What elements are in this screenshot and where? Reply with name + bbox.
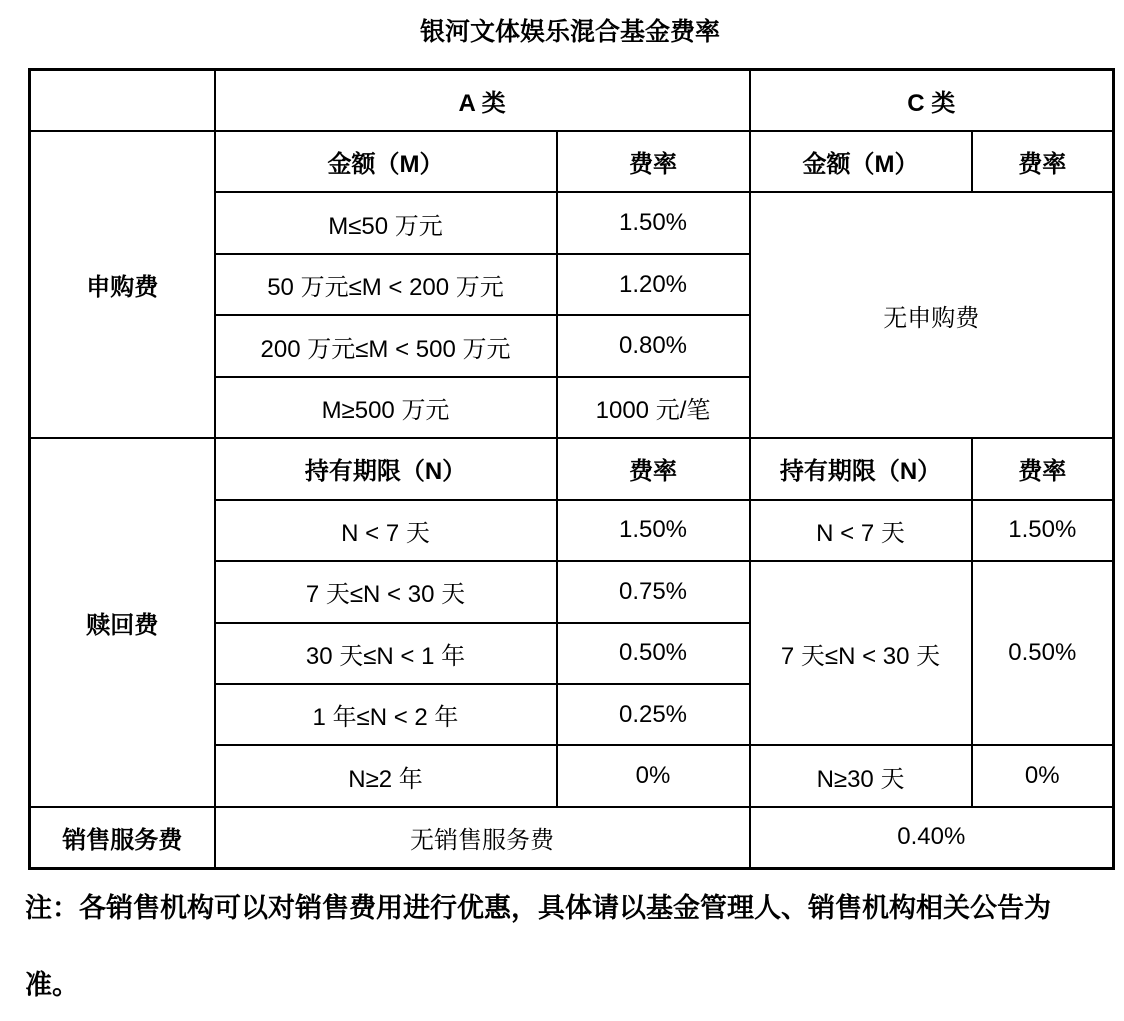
a-red-tier-3-rate: 0.50% [557,623,750,684]
a-sales-service-value: 无销售服务费 [215,807,750,869]
a-red-tier-2-period: 7 天≤N < 30 天 [215,561,557,622]
a-red-tier-4-period: 1 年≤N < 2 年 [215,684,557,745]
a-red-tier-4-rate: 0.25% [557,684,750,745]
footnote: 注：各销售机构可以对销售费用进行优惠，具体请以基金管理人、销售机构相关公告为准。 [25,893,1051,1000]
c-amount-header: 金额（M） [750,131,972,192]
c-red-last-period: N≥30 天 [750,745,972,806]
a-sub-tier-2-amount: 50 万元≤M < 200 万元 [215,254,557,315]
a-sub-tier-1-rate: 1.50% [557,192,750,253]
corner-cell [30,70,215,131]
c-redemption-rate-header: 费率 [972,438,1114,499]
a-red-tier-1-period: N < 7 天 [215,500,557,561]
c-red-merged-period: 7 天≤N < 30 天 [750,561,972,745]
c-rate-header: 费率 [972,131,1114,192]
redemption-fee-label: 赎回费 [30,438,215,807]
c-red-tier-1-period: N < 7 天 [750,500,972,561]
a-red-tier-5-period: N≥2 年 [215,745,557,806]
class-a-header: A 类 [215,70,750,131]
class-c-header: C 类 [750,70,1114,131]
c-no-subscription-fee-cell: 无申购费 [750,192,1114,438]
table-row [30,807,1114,869]
a-sub-tier-4-amount: M≥500 万元 [215,377,557,438]
a-sub-tier-3-amount: 200 万元≤M < 500 万元 [215,315,557,376]
a-sub-tier-2-rate: 1.20% [557,254,750,315]
subscription-fee-label: 申购费 [30,131,215,438]
a-rate-header: 费率 [557,131,750,192]
c-red-tier-1-rate: 1.50% [972,500,1114,561]
c-sales-service-value: 0.40% [750,807,1114,869]
a-period-header: 持有期限（N） [215,438,557,499]
a-sub-tier-1-amount: M≤50 万元 [215,192,557,253]
a-red-tier-1-rate: 1.50% [557,500,750,561]
a-sub-tier-3-rate: 0.80% [557,315,750,376]
a-amount-header: 金额（M） [215,131,557,192]
c-red-merged-rate: 0.50% [972,561,1114,745]
table-row [30,70,1114,131]
a-red-tier-2-rate: 0.75% [557,561,750,622]
a-redemption-rate-header: 费率 [557,438,750,499]
c-red-last-rate: 0% [972,745,1114,806]
table-row [30,438,1114,499]
c-period-header: 持有期限（N） [750,438,972,499]
fund-fee-table [28,68,1115,870]
a-red-tier-3-period: 30 天≤N < 1 年 [215,623,557,684]
a-sub-tier-4-rate: 1000 元/笔 [557,377,750,438]
sales-service-fee-label: 销售服务费 [30,807,215,869]
page-title: 银河文体娱乐混合基金费率 [419,18,720,46]
table-row [30,131,1114,192]
a-red-tier-5-rate: 0% [557,745,750,806]
